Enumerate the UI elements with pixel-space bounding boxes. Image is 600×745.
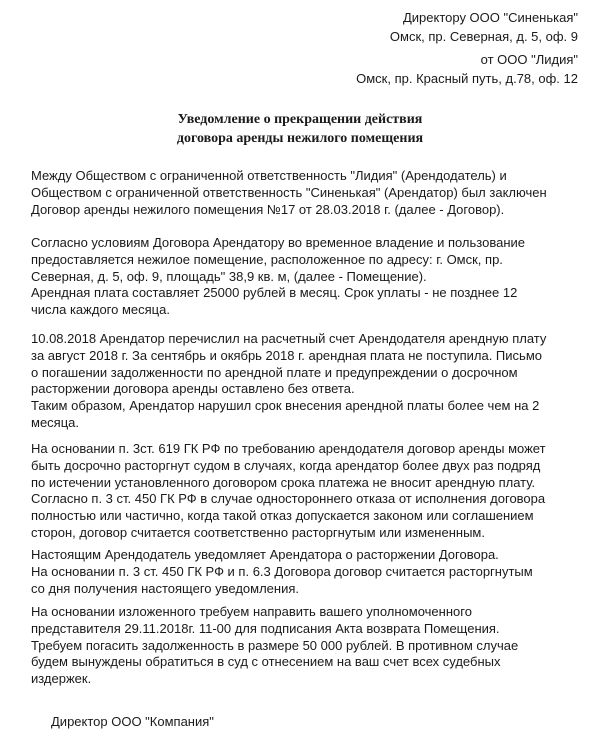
text-line: Обществом с ограниченной ответственность "Синенькая" (Арендатор) был заключен [31,184,547,200]
text-line: быть досрочно расторгнут судом в случаях, когда арендатор более двух раз подряд [31,457,541,473]
text-line: о погашении задолженности по арендной плате и предупреждении о досрочном [31,364,518,380]
paragraph-payment-history [31,331,576,432]
text-line: Согласно условиям Договора Арендатору во временное владение и пользование [31,235,525,250]
text-line: Требуем погасить задолженность в размере 50 000 рублей. В противном случае [31,637,519,653]
text-line: 10.08.2018 Арендатор перечислил на расчетный счет Арендодателя арендную плату [31,331,547,346]
text-line: Согласно п. 3 ст. 450 ГК РФ в случае одностороннего отказа от исполнения договора [31,491,546,507]
text-line: за август 2018 г. За сентябрь и окябрь 2018 г. арендная плата не поступила. Письмо [31,347,542,363]
text-line: Арендная плата составляет 25000 рублей в месяц. Срок уплаты - не позднее 12 [31,285,518,301]
text-line: месяца. [31,414,79,430]
text-line: На основании п. 3 ст. 450 ГК РФ и п. 6.3 Договора договор считается расторгнутым [31,563,533,579]
text-line: предоставляется нежилое помещение, расположенное по адресу: г. Омск, пр. [31,251,503,267]
text-line: полностью или частично, когда такой отказ допускается законом или соглашением [31,508,534,524]
paragraph-legal-basis [31,441,576,542]
paragraph-contract-parties [31,168,576,218]
text-line: Северная, д. 5, оф. 9, площадь" 38,9 кв. м, (далее - Помещение). [31,268,427,284]
sender-address: Омск, пр. Красный путь, д.78, оф. 12 [356,71,578,86]
addressee-address: Омск, пр. Северная, д. 5, оф. 9 [389,29,578,44]
text-line: по истечении установленного договором срока платежа не вносит арендную плату. [31,474,536,490]
text-line: числа каждого месяца. [31,302,170,318]
addressee-name: Директору ООО "Синенькая" [402,10,578,25]
title-line: Уведомление о прекращении действия [177,112,423,127]
paragraph-premises-terms [31,235,576,319]
text-line: расторжении договора аренды оставлено без ответа. [31,381,355,397]
text-line: Таким образом, Арендатор нарушил срок внесения арендной платы более чем на 2 [31,398,540,414]
text-line: представителя 29.11.2018г. 11-00 для подписания Акта возврата Помещения. [31,620,500,636]
signature-line: Директор ООО "Компания" [51,714,214,729]
text-line: будем вынуждены обратиться в суд с отнесением на ваш счет всех судебных [31,654,501,670]
paragraph-termination-notice [31,547,576,597]
addressee-block [390,8,578,46]
text-line: издержек. [31,671,92,687]
text-line: На основании п. 3ст. 619 ГК РФ по требованию арендодателя договор аренды может [31,441,546,456]
text-line: Настоящим Арендодатель уведомляет Арендатора о расторжении Договора. [31,547,499,562]
text-line: сторон, договор считается соответственно расторгнутым или измененным. [31,524,485,540]
text-line: На основании изложенного требуем направить вашего уполномоченного [31,604,472,619]
paragraph-demands [31,604,576,688]
text-line: Договор аренды нежилого помещения №17 от 28.03.2018 г. (далее - Договор). [31,201,505,217]
text-line: Между Обществом с ограниченной ответственность "Лидия" (Арендодатель) и [31,168,507,183]
sender-name: от ООО "Лидия" [480,52,578,67]
text-line: со дня получения настоящего уведомления. [31,580,299,596]
document-title [0,110,600,148]
sender-block [356,50,578,88]
title-line: договора аренды нежилого помещения [176,131,424,146]
